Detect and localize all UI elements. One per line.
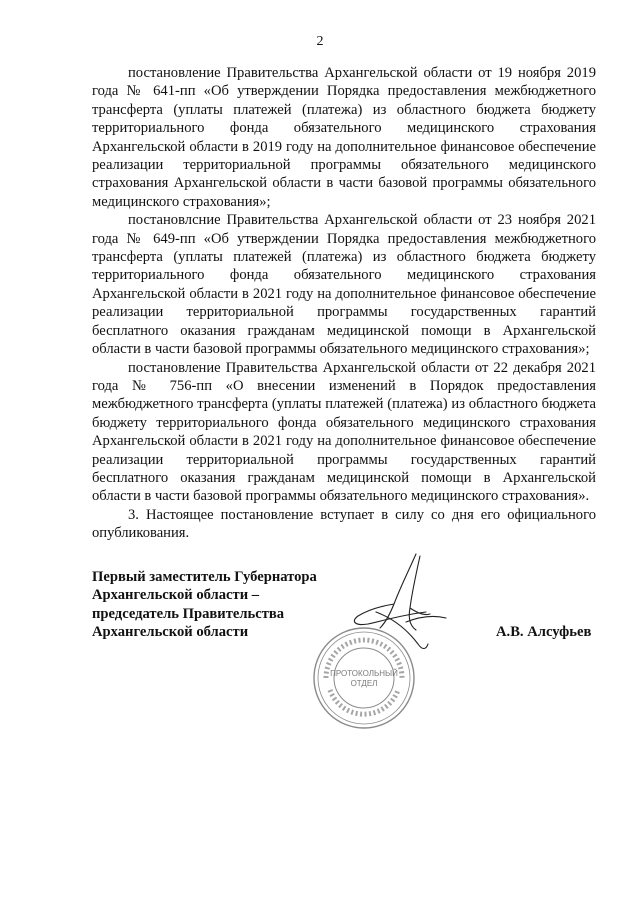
stamp-text-line: ПРОТОКОЛЬНЫЙ (330, 669, 398, 678)
signatory-title-line: Архангельской области – (92, 587, 260, 604)
handwritten-signature (346, 552, 456, 652)
paragraph-resolution-649: постановлсние Правительства Архангельской области от 23 ноября 2021 года № 649-пп «Об утверждении Порядка предоставления межбюджетного трансферта (уплаты платежей (платежа) из областного бюджета бюджету территориального фонда обязательного медицинского страхования Архангельской области в 2021 году на дополнительное финансовое обеспечение реализации территориальной программы государственных гарантий бесплатного оказания гражданам медицинской помощи в Архангельской области в части базовой программы обязательного медицинского страхования»; (92, 212, 596, 358)
paragraph-effective-date: 3. Настоящее постановление вступает в силу со дня его официального опубликования. (92, 506, 596, 542)
signatory-title-line: Архангельской области (92, 624, 249, 641)
paragraph-resolution-756: постановление Правительства Архангельской области от 22 декабря 2021 года № 756-пп «О внесении изменений в Порядок предоставления межбюджетного трансферта (уплаты платежей (платежа) из областного бюджета бюджету территориального фонда обязательного медицинского страхования Архангельской области в 2021 году на дополнительное финансовое обеспечение реализации территориальной программы государственных гарантий бесплатного оказания гражданам медицинской помощи в Архангельской области в части базовой программы обязательного медицинского страхования». (92, 359, 596, 505)
signatory-title-line: Первый заместитель Губернатора (92, 569, 317, 585)
page-number: 2 (316, 34, 324, 49)
signatory-name: А.В. Алсуфьев (496, 624, 592, 640)
signatory-title-line: председатель Правительства (92, 605, 285, 622)
stamp-text-line: ОТДЕЛ (350, 679, 378, 688)
paragraph-resolution-641: постановление Правительства Архангельской области от 19 ноября 2019 года № 641-пп «Об утверждении Порядка предоставления межбюджетного трансферта (уплаты платежей (платежа) из областного бюджета бюджету территориального фонда обязательного медицинского страхования Архангельской области в 2019 году на дополнительное финансовое обеспечение реализации территориальной программы обязательного медицинского страхования Архангельской области в части базовой программы обязательного медицинского страхования»; (92, 65, 596, 210)
document-body (92, 64, 596, 543)
